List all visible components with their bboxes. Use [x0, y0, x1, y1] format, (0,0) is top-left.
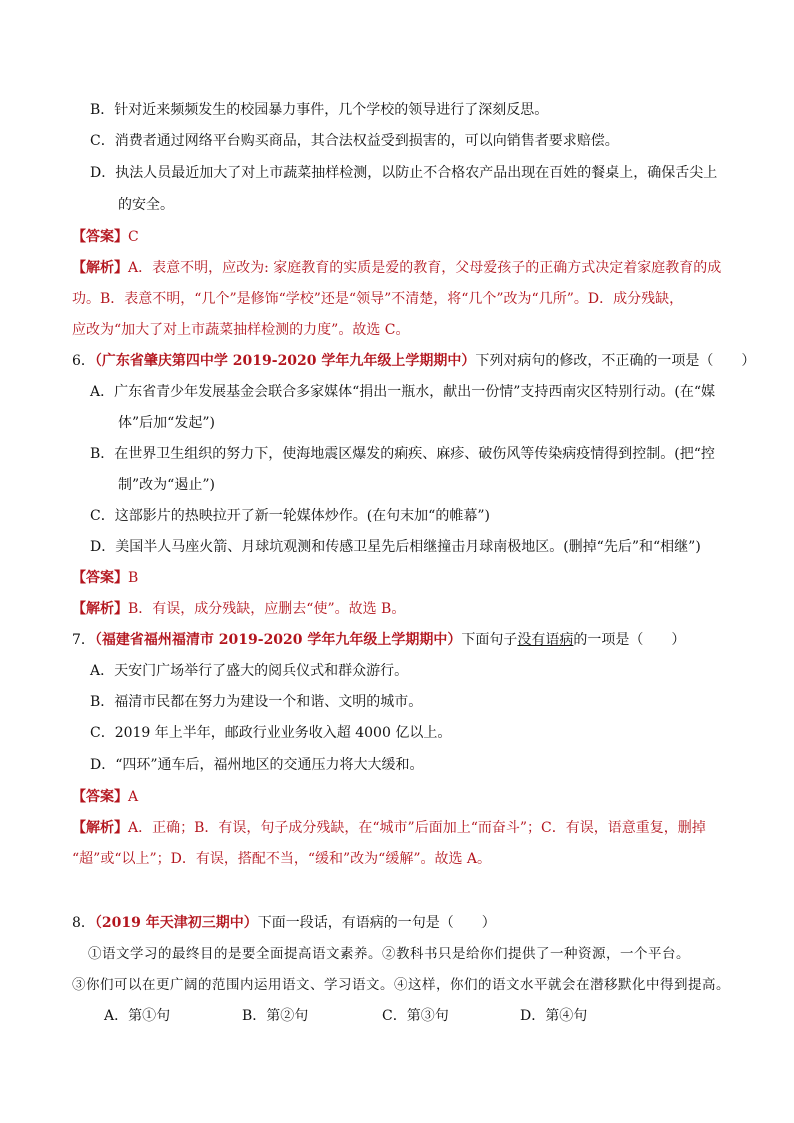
analysis-text: A．表意不明，应改为: 家庭教育的实质是爱的教育，父母爱孩子的正确方式决定着家庭教育的成 — [128, 260, 722, 276]
q5-analysis-line3: 应改为“加大了对上市蔬菜抽样检测的力度”。故选 C。 — [72, 322, 410, 338]
q7-stem — [72, 629, 724, 651]
answer-value: A — [128, 789, 139, 805]
analysis-text: B．有误，成分残缺，应删去“使”。故选 B。 — [128, 601, 406, 617]
answer-label: 【答案】 — [72, 789, 128, 805]
q8-option-d: D．第④句 — [520, 1008, 588, 1024]
q8-options — [104, 1005, 724, 1027]
q7-option-d: D．“四环”通车后，福州地区的交通压力将大大缓和。 — [90, 757, 424, 773]
question-number: 7． — [72, 632, 95, 648]
q8-option-c: C．第③句 — [382, 1008, 449, 1024]
q7-option-b: B．福清市民都在努力为建设一个和谐、文明的城市。 — [90, 694, 423, 710]
q8-passage-line1: ①语文学习的最终目的是要全面提高语文素养。②教科书只是给你们提供了一种资源，一个平台。 — [88, 946, 690, 962]
q6-stem — [72, 350, 756, 372]
question-text-post: 的一项是（ ） — [573, 632, 686, 648]
question-text: 下面一段话，有语病的一句是（ ） — [257, 915, 496, 931]
q7-option-c: C．2019 年上半年，邮政行业业务收入超 4000 亿以上。 — [90, 725, 452, 741]
q8-stem — [72, 912, 724, 934]
question-source: （福建省福州福清市 2019-2020 学年九年级上学期期中） — [94, 632, 462, 648]
q6-analysis — [72, 598, 724, 620]
q6-answer — [72, 567, 724, 589]
q5-option-d-line1: D．执法人员最近加大了对上市蔬菜抽样检测，以防止不合格农产品出现在百姓的餐桌上，确保舌尖上 — [90, 165, 718, 181]
q8-option-a: A．第①句 — [104, 1008, 171, 1024]
answer-value: B — [128, 570, 139, 586]
q5-option-c: C．消费者通过网络平台购买商品，其合法权益受到损害的，可以向销售者要求赔偿。 — [90, 133, 619, 149]
q8-passage-line2: ③你们可以在更广阔的范围内运用语文、学习语文。④这样，你们的语文水平就会在潜移默化中得到提高。 — [72, 977, 730, 993]
q5-answer — [72, 226, 724, 248]
q6-option-a-line2: 体”后加“发起”) — [118, 415, 215, 431]
q5-analysis-line1 — [72, 257, 724, 279]
q7-option-a: A．天安门广场举行了盛大的阅兵仪式和群众游行。 — [90, 663, 409, 679]
question-text: 下列对病句的修改，不正确的一项是（ ） — [475, 353, 756, 369]
analysis-text: A．正确；B．有误，句子成分残缺，在“城市”后面加上“而奋斗”；C．有误，语意重复，删掉 — [128, 820, 706, 836]
q5-option-d-line2: 的安全。 — [118, 197, 174, 213]
q6-option-b-line2: 制”改为“遏止”) — [118, 477, 215, 493]
question-number: 8． — [72, 915, 95, 931]
answer-label: 【答案】 — [72, 229, 128, 245]
q8-option-b: B．第②句 — [242, 1008, 309, 1024]
q6-option-b-line1: B．在世界卫生组织的努力下，使海地震区爆发的痢疾、麻疹、破伤风等传染病疫情得到控制。(把“控 — [90, 446, 715, 462]
question-number: 6． — [72, 353, 95, 369]
question-text-pre: 下面句子 — [461, 632, 518, 648]
q5-option-b: B．针对近来频频发生的校园暴力事件，几个学校的领导进行了深刻反思。 — [90, 102, 549, 118]
q6-option-c: C．这部影片的热映拉开了新一轮媒体炒作。(在句末加“的帷幕”) — [90, 508, 490, 524]
q7-analysis-line2: “超”或“以上”；D．有误，搭配不当，“缓和”改为“缓解”。故选 A。 — [72, 851, 492, 867]
analysis-label: 【解析】 — [72, 601, 128, 617]
question-source: （广东省肇庆第四中学 2019-2020 学年九年级上学期期中） — [94, 353, 476, 369]
analysis-label: 【解析】 — [72, 820, 128, 836]
q5-analysis-line2: 功。B．表意不明，“几个”是修饰“学校”还是“领导”不清楚，将“几个”改为“几所”。D．成分残缺， — [72, 291, 684, 307]
question-source: （2019 年天津初三期中） — [94, 915, 258, 931]
answer-label: 【答案】 — [72, 570, 128, 586]
question-text-underlined: 没有语病 — [517, 632, 574, 648]
q6-option-a-line1: A．广东省青少年发展基金会联合多家媒体“捐出一瓶水，献出一份情”支持西南灾区特别行动。(在“媒 — [90, 384, 716, 400]
answer-value: C — [128, 229, 139, 245]
q7-answer — [72, 786, 724, 808]
analysis-label: 【解析】 — [72, 260, 128, 276]
q7-analysis-line1 — [72, 817, 724, 839]
q6-option-d: D．美国半人马座火箭、月球坑观测和传感卫星先后相继撞击月球南极地区。(删掉“先后”和“相继”) — [90, 539, 701, 555]
